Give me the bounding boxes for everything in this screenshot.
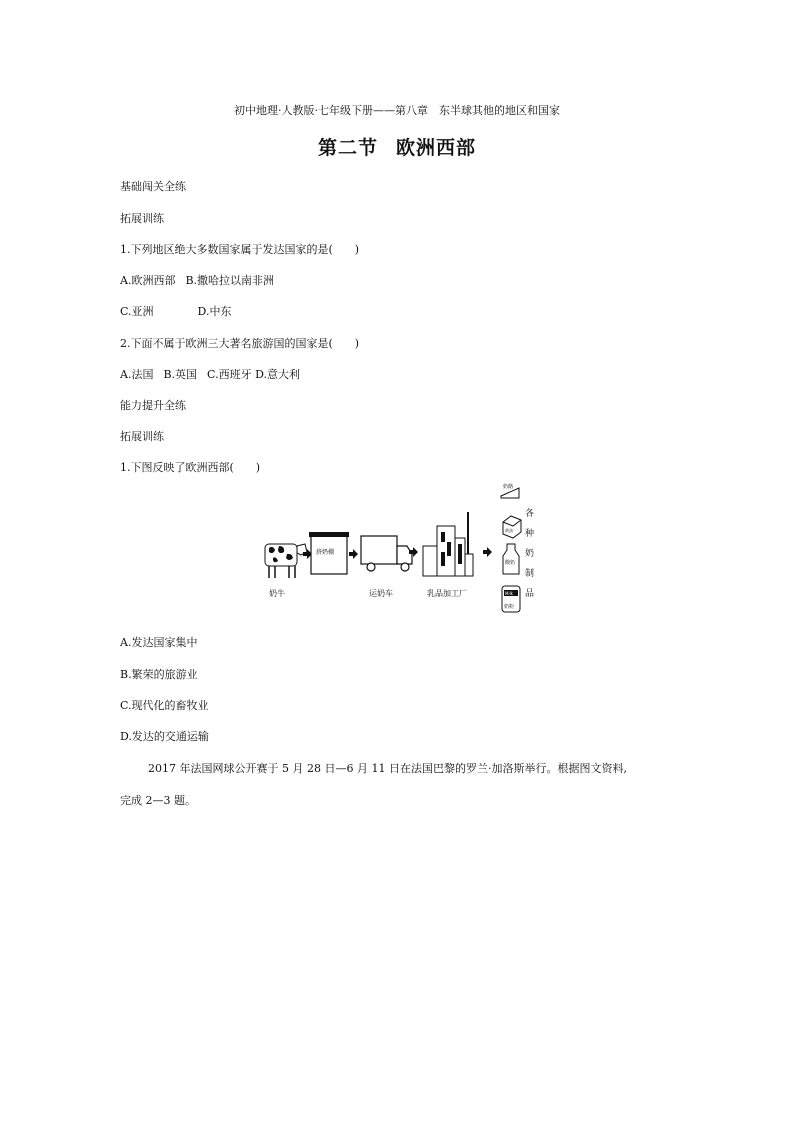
products-label-3: 奶: [525, 549, 535, 559]
question-2-options: [120, 368, 300, 382]
option-d: D.意大利: [255, 368, 301, 381]
question-3-option-d: D.发达的交通运输: [120, 730, 209, 743]
option-a: A.欧洲西部: [120, 274, 176, 287]
cheese-label: 奶酪: [503, 484, 514, 490]
section-expand-2: 拓展训练: [120, 430, 164, 443]
section-name: 欧洲西部: [396, 137, 477, 159]
option-a: A.法国: [120, 368, 154, 381]
question-3-stem: 1.下图反映了欧洲西部( ): [120, 461, 261, 474]
milking-barn-icon: [309, 532, 349, 574]
question-3-option-b: B.繁荣的旅游业: [120, 668, 198, 681]
page-header: 初中地理·人教版·七年级下册——第八章 东半球其他的地区和国家: [234, 104, 560, 117]
section-expand-1: 拓展训练: [120, 212, 164, 225]
bottle-label: 酸奶: [505, 560, 516, 566]
products-label-4: 制: [525, 569, 535, 579]
arrow-right-icon: [483, 547, 492, 557]
cheese-icon: [501, 483, 519, 498]
arrow-right-icon: [349, 549, 358, 559]
butter-label: 黄油: [505, 528, 513, 533]
question-1-stem: 1.下列地区绝大多数国家属于发达国家的是( ): [120, 243, 360, 256]
passage-line-2: 完成 2—3 题。: [120, 794, 196, 807]
question-3-option-c: C.现代化的畜牧业: [120, 699, 209, 712]
cow-label: 奶牛: [269, 589, 285, 598]
section-number: 第二节: [317, 137, 378, 159]
option-d: D.中东: [197, 305, 232, 318]
products-label-1: 各: [525, 509, 535, 519]
products-label-5: 品: [525, 589, 535, 599]
question-3-option-a: A.发达国家集中: [120, 636, 198, 649]
option-b: B.英国: [163, 368, 198, 381]
can-label: Milk: [505, 591, 513, 596]
milk-bottle-icon: [503, 544, 519, 574]
factory-label: 乳品加工厂: [427, 589, 467, 598]
cow-icon: [265, 544, 307, 578]
option-b: B.撒哈拉以南非洲: [185, 274, 275, 287]
option-c: C.西班牙: [207, 368, 252, 381]
factory-icon: [423, 512, 473, 576]
milk-powder-can-icon: [502, 586, 520, 612]
products-label-2: 种: [525, 529, 535, 539]
barn-label: 挤奶棚: [316, 549, 335, 556]
section-basic: 基础闯关全练: [120, 180, 186, 193]
dairy-flow-figure: [255, 482, 545, 622]
question-1-options-ab: [120, 274, 274, 288]
truck-label: 运奶车: [369, 589, 393, 598]
question-1-options-cd: [120, 305, 231, 319]
page-title: [0, 136, 794, 160]
passage-line-1: 2017 年法国网球公开赛于 5 月 28 日—6 月 11 日在法国巴黎的罗兰·加洛斯举行。根据图文资料,: [148, 762, 627, 775]
truck-icon: [361, 536, 412, 571]
question-2-stem: 2.下面不属于欧洲三大著名旅游国的国家是( ): [120, 337, 360, 350]
section-ability: 能力提升全练: [120, 399, 186, 412]
butter-box-icon: [503, 516, 521, 538]
milk-powder-label: 奶粉: [504, 604, 515, 610]
option-c: C.亚洲: [120, 305, 154, 318]
